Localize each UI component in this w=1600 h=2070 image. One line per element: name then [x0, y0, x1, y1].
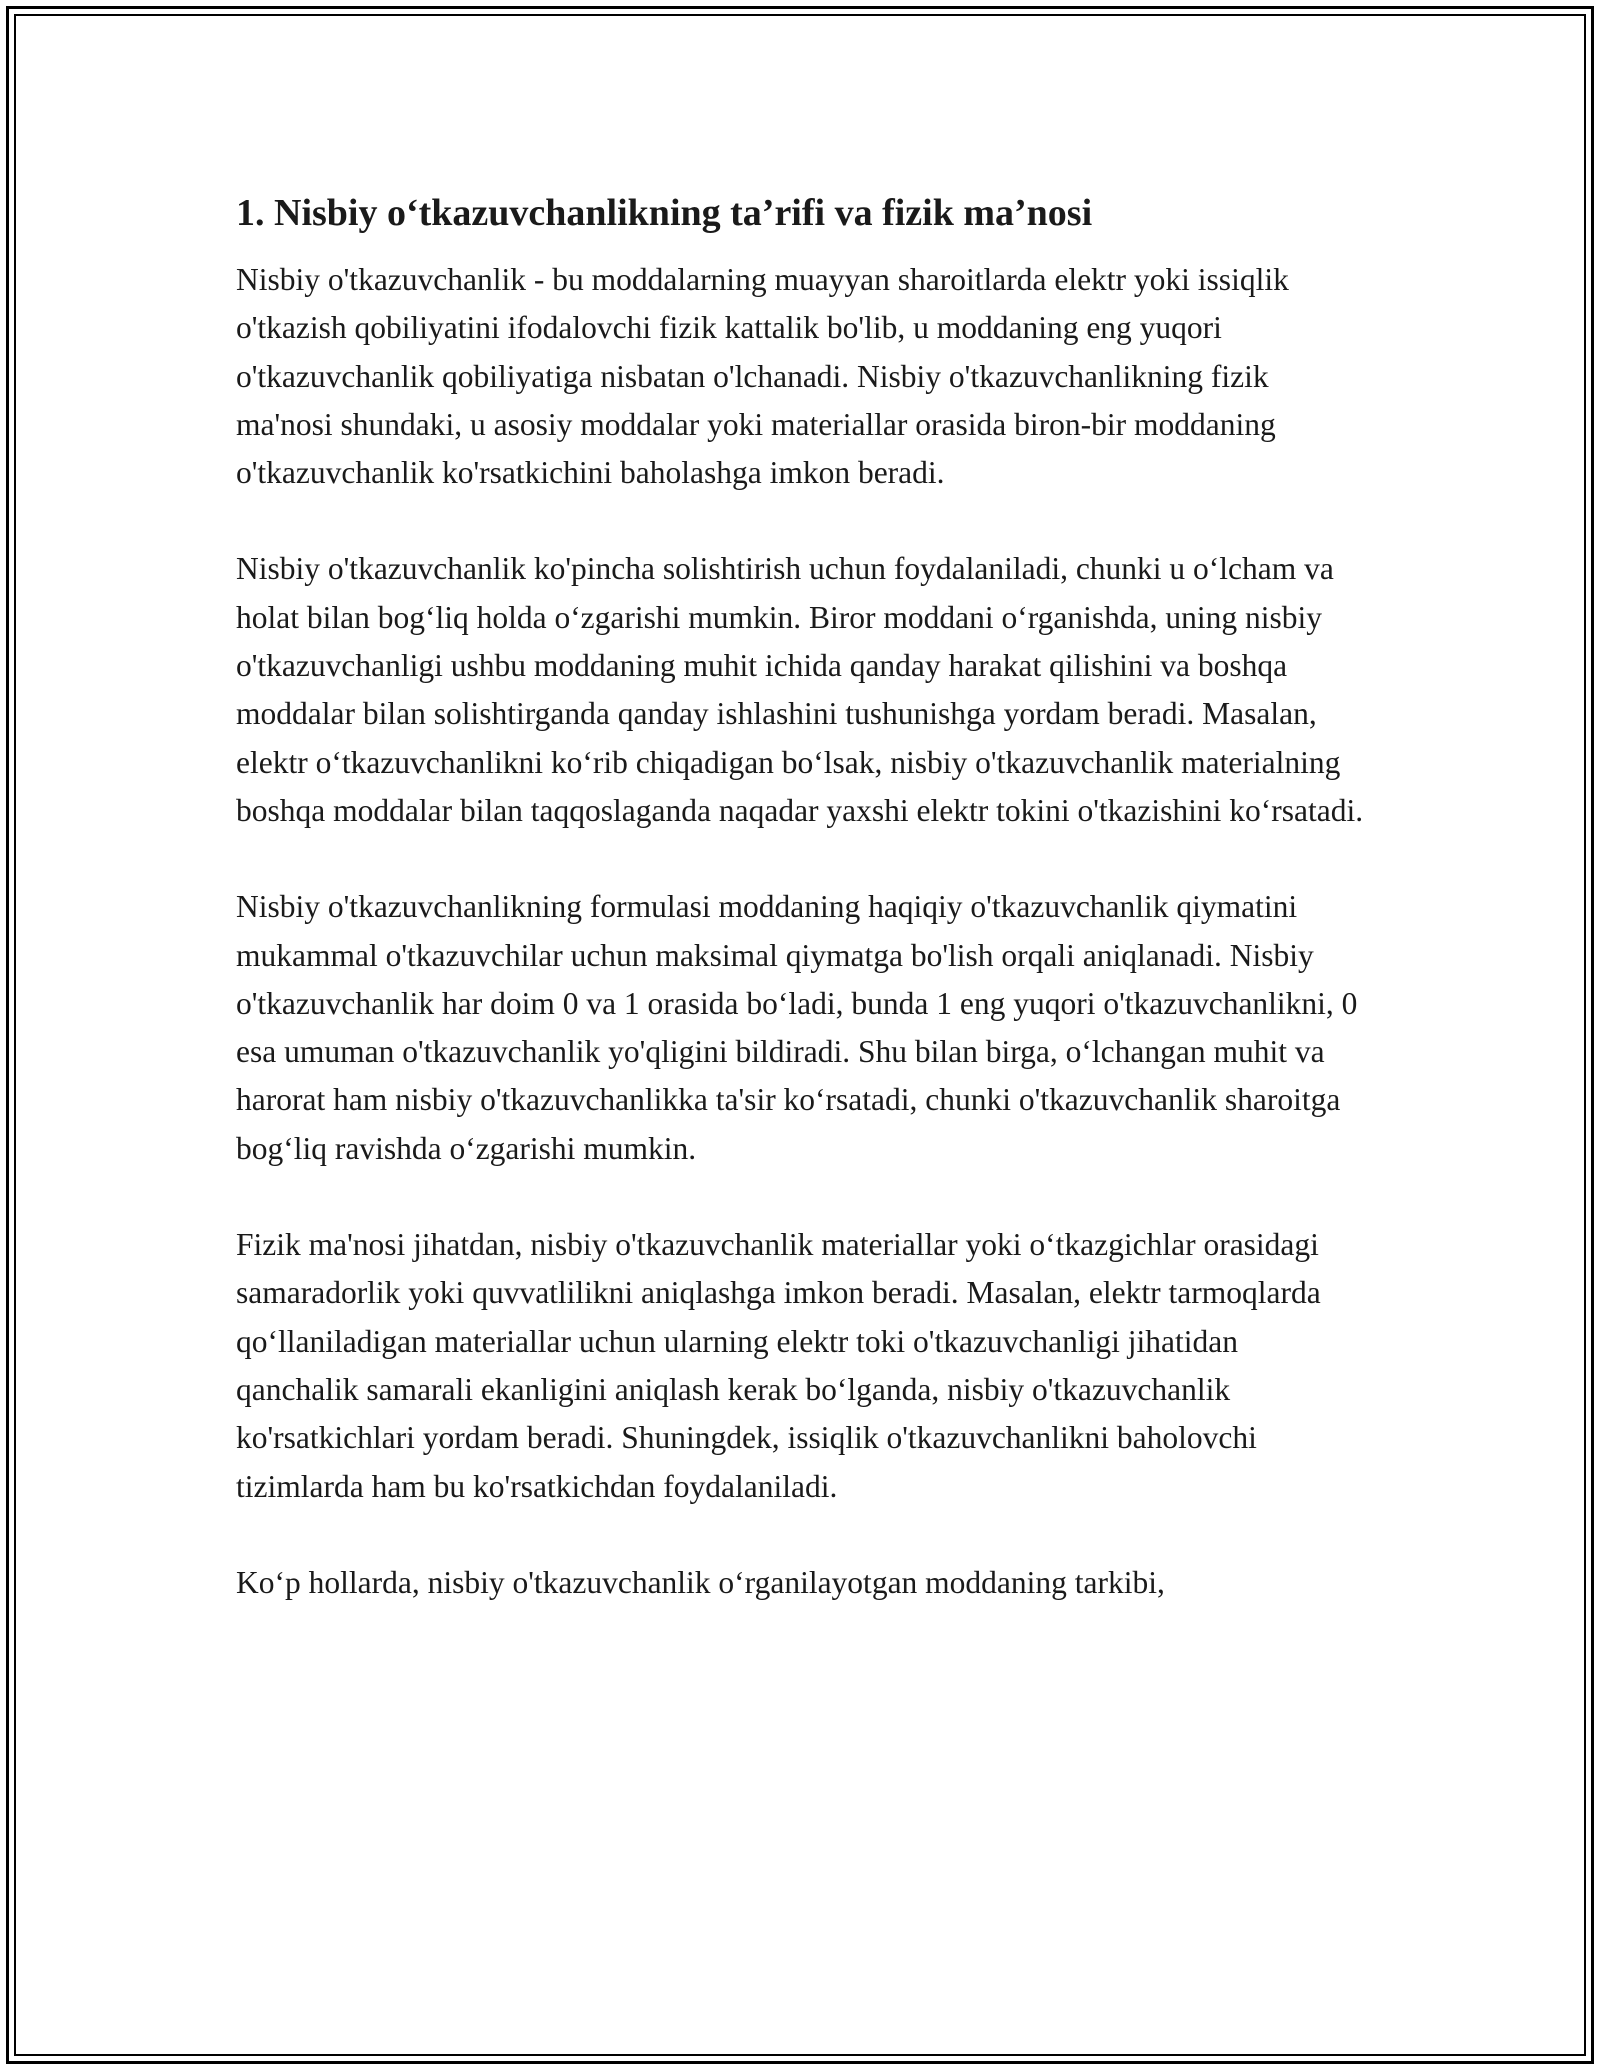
document-body [236, 186, 1366, 1607]
section-heading: 1. Nisbiy o‘tkazuvchanlikning ta’rifi va fizik ma’nosi [236, 192, 1093, 234]
paragraph-physical-meaning: Fizik ma'nosi jihatdan, nisbiy o'tkazuvchanlik materiallar yoki o‘tkazgichlar orasidagi samaradorlik yoki quvvatlilikni aniqlashga imkon beradi. Masalan, elektr tarmoqlarda qo‘llaniladigan materiallar uchun ularning elektr toki o'tkazuvchanligi jihatidan qanchalik samarali ekanligini aniqlash kerak bo‘lganda, nisbiy o'tkazuvchanlik ko'rsatkichlari yordam beradi. Shuningdek, issiqlik o'tkazuvchanlikni baholovchi tizimlarda ham bu ko'rsatkichdan foydalaniladi. [236, 1227, 1321, 1504]
paragraph-definition: Nisbiy o'tkazuvchanlik - bu moddalarning muayyan sharoitlarda elektr yoki issiqlik o'tkazish qobiliyatini ifodalovchi fizik kattalik bo'lib, u moddaning eng yuqori o'tkazuvchanlik qobiliyatiga nisbatan o'lchanadi. Nisbiy o'tkazuvchanlikning fizik ma'nosi shundaki, u asosiy moddalar yoki materiallar orasida biron-bir moddaning o'tkazuvchanlik ko'rsatkichini baholashga imkon beradi. [236, 262, 1289, 491]
paragraph-comparison: Nisbiy o'tkazuvchanlik ko'pincha solishtirish uchun foydalaniladi, chunki u o‘lcham va holat bilan bog‘liq holda o‘zgarishi mumkin. Biror moddani o‘rganishda, uning nisbiy o'tkazuvchanligi ushbu moddaning muhit ichida qanday harakat qilishini va boshqa moddalar bilan solishtirganda qanday ishlashini tushunishga yordam beradi. Masalan, elektr o‘tkazuvchanlikni ko‘rib chiqadigan bo‘lsak, nisbiy o'tkazuvchanlik materialning boshqa moddalar bilan taqqoslaganda naqadar yaxshi elektr tokini o'tkazishini ko‘rsatadi. [236, 551, 1364, 828]
paragraph-formula: Nisbiy o'tkazuvchanlikning formulasi moddaning haqiqiy o'tkazuvchanlik qiymatini mukammal o'tkazuvchilar uchun maksimal qiymatga bo'lish orqali aniqlanadi. Nisbiy o'tkazuvchanlik har doim 0 va 1 orasida bo‘ladi, bunda 1 eng yuqori o'tkazuvchanlikni, 0 esa umuman o'tkazuvchanlik yo'qligini bildiradi. Shu bilan birga, o‘lchangan muhit va harorat ham nisbiy o'tkazuvchanlikka ta'sir ko‘rsatadi, chunki o'tkazuvchanlik sharoitga bog‘liq ravishda o‘zgarishi mumkin. [236, 889, 1358, 1166]
paragraph-continuation: Ko‘p hollarda, nisbiy o'tkazuvchanlik o‘rganilayotgan moddaning tarkibi, [236, 1564, 1165, 1600]
